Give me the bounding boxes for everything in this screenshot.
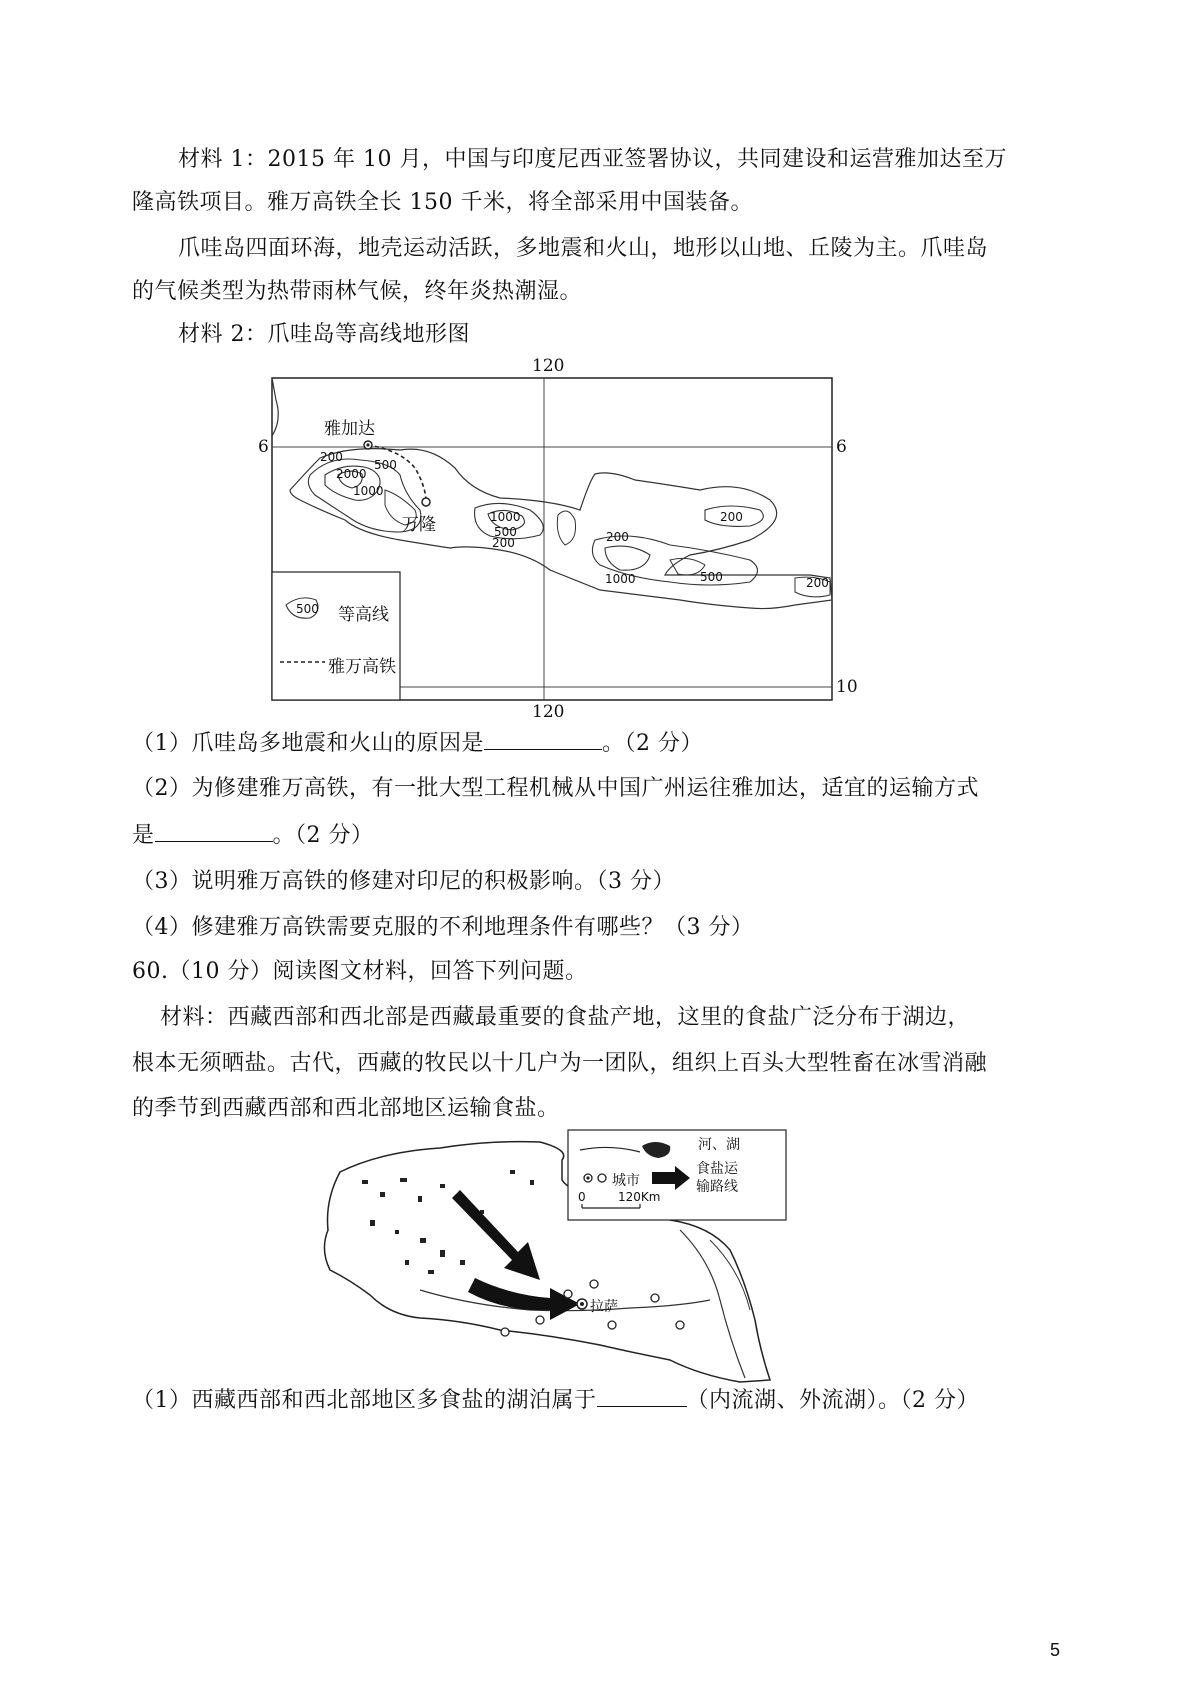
contour-label: 200 [492, 536, 515, 550]
question-60-header: 60.（10 分）阅读图文材料，回答下列问题。 [132, 959, 588, 984]
contour-mid-small [557, 511, 575, 545]
lat-right-label: 6 [836, 437, 847, 457]
answer-blank[interactable] [597, 1384, 687, 1407]
java-contour-map [250, 350, 870, 730]
lon-top-label: 120 [532, 356, 565, 376]
salt-route-arrow-north [452, 1190, 540, 1280]
legend-river-lake-label: 河、湖 [698, 1137, 740, 1153]
contour-label: 500 [700, 570, 723, 584]
answer-blank[interactable] [484, 727, 602, 750]
question-59-2-line1: （2）为修建雅万高铁，有一批大型工程机械从中国广州运往雅加达，适宜的运输方式 [132, 776, 979, 801]
legend-contour-label: 等高线 [338, 605, 389, 625]
contour-label: 1000 [353, 484, 384, 498]
contour-east-1000 [605, 546, 650, 570]
lat-left-label: 6 [258, 437, 269, 457]
scale-zero-label: 0 [578, 1190, 586, 1204]
legend-city-label: 城市 [612, 1173, 640, 1189]
answer-blank[interactable] [155, 819, 273, 842]
contour-label: 200 [720, 510, 743, 524]
contour-label: 1000 [490, 510, 521, 524]
question-60-material-line2: 根本无须晒盐。古代，西藏的牧民以十几户为一团队，组织上百头大型牲畜在冰雪消融 [132, 1051, 988, 1076]
coast-top-left [272, 378, 278, 436]
legend-route-label-2: 输路线 [696, 1179, 738, 1195]
river-east [680, 1230, 745, 1378]
legend-railway-label: 雅万高铁 [328, 657, 396, 677]
question-60-1: （1）西藏西部和西北部地区多食盐的湖泊属于 （内流湖、外流湖）。（2 分） [132, 1384, 979, 1416]
material1-line4: 的气候类型为热带雨林气候，终年炎热潮湿。 [132, 279, 583, 304]
contour-label: 200 [806, 576, 829, 590]
legend-route-label-1: 食盐运 [696, 1161, 738, 1177]
contour-label: 500 [374, 458, 397, 472]
page-number: 5 [1049, 1640, 1060, 1660]
material2-title: 材料 2：爪哇岛等高线地形图 [178, 322, 470, 347]
lat-bottom-right-label: 10 [836, 677, 858, 697]
contour-label: 200 [606, 530, 629, 544]
material1-line2: 隆高铁项目。雅万高铁全长 150 千米，将全部采用中国装备。 [132, 190, 753, 215]
material1-line1: 材料 1：2015 年 10 月，中国与印度尼西亚签署协议，共同建设和运营雅加达至万 [178, 147, 1007, 172]
question-59-2-line2: 是 。（2 分） [132, 819, 374, 851]
tibet-salt-map [300, 1120, 810, 1390]
scale-value-label: 120Km [618, 1190, 661, 1204]
salt-route-arrow-west [468, 1278, 580, 1320]
legend-contour-value: 500 [296, 602, 319, 616]
legend-city-minor [598, 1174, 606, 1182]
contour-label: 2000 [336, 467, 367, 481]
contour-label: 1000 [605, 572, 636, 586]
legend-box [272, 572, 400, 700]
lhasa-label: 拉萨 [590, 1299, 618, 1315]
question-59-3: （3）说明雅万高铁的修建对印尼的积极影响。（3 分） [132, 869, 675, 894]
question-59-4: （4）修建雅万高铁需要克服的不利地理条件有哪些？（3 分） [132, 915, 754, 940]
bandung-marker [422, 498, 430, 506]
lon-bottom-label: 120 [532, 702, 565, 722]
question-60-material-line3: 的季节到西藏西部和西北部地区运输食盐。 [132, 1096, 560, 1121]
question-59-1: （1）爪哇岛多地震和火山的原因是 。（2 分） [132, 727, 703, 759]
jakarta-label: 雅加达 [324, 419, 375, 439]
contour-label: 200 [320, 450, 343, 464]
material1-line3: 爪哇岛四面环海，地壳运动活跃，多地震和火山，地形以山地、丘陵为主。爪哇岛 [178, 236, 989, 261]
lakes [362, 1170, 534, 1274]
contour-label: 500 [494, 525, 517, 539]
question-60-material-line1: 材料：西藏西部和西北部是西藏最重要的食盐产地，这里的食盐广泛分布于湖边， [160, 1005, 971, 1030]
bandung-label: 万隆 [402, 515, 436, 535]
